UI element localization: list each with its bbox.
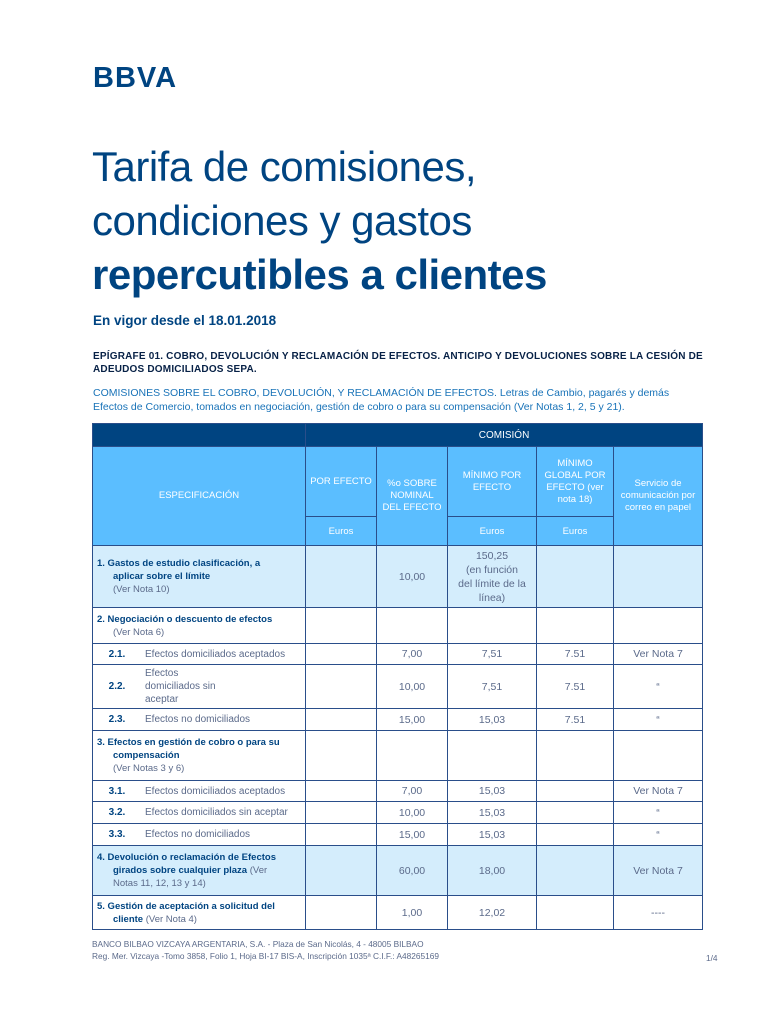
section-heading: EPÍGRAFE 01. COBRO, DEVOLUCIÓN Y RECLAMACIÓN DE EFECTOS. ANTICIPO Y DEVOLUCIONES SOBRE LA CESIÓN DE ADEUDOS DOMICILIADOS SEPA.: [93, 351, 703, 375]
row-label: [93, 896, 306, 930]
table-row: [93, 781, 703, 802]
row-label: [93, 608, 306, 644]
header-minimo-global: MÍNIMO GLOBAL POR EFECTO (ver nota 18): [537, 447, 614, 517]
sub-row-text: Efectos no domiciliados: [145, 829, 251, 840]
minimo-value: 7,51: [448, 665, 537, 709]
sub-row-label: [93, 665, 306, 709]
sub-row-number: 3.2.: [108, 807, 126, 818]
sub-row-number: 2.3.: [108, 714, 126, 725]
servicio-value: “: [614, 709, 703, 731]
header-servicio: Servicio de comunicación por correo en papel: [614, 447, 703, 546]
header-por-efecto: POR EFECTO: [306, 447, 377, 517]
sub-row-label: [93, 781, 306, 802]
table-header-row: [93, 447, 703, 517]
nominal-value: 60,00: [377, 846, 448, 896]
sub-row-text: Efectos domiciliados aceptados: [145, 785, 286, 797]
minimo-value: 150,25 (en función del límite de la línea): [448, 546, 537, 608]
servicio-value: ----: [614, 896, 703, 930]
table-row: [93, 824, 703, 846]
nominal-value: 10,00: [377, 546, 448, 608]
sub-row-label: [93, 824, 306, 846]
table-row: [93, 846, 703, 896]
section-description: COMISIONES SOBRE EL COBRO, DEVOLUCIÓN, Y RECLAMACIÓN DE EFECTOS. Letras de Cambio, pagarés y demás Efectos de Comercio, tomados en negociación, gestión de cobro o para su compensación (Ver Notas 1, 2, 5 y 21).: [93, 387, 670, 413]
minimo-value: 15,03: [448, 824, 537, 846]
header-sobre-nominal: %o SOBRE NOMINAL DEL EFECTO: [377, 447, 448, 546]
table-row: [93, 665, 703, 709]
row-note: (Ver Nota 10): [113, 584, 170, 595]
sub-row-number: 3.3.: [108, 829, 126, 840]
row-label-text: 4. Devolución o reclamación de Efectos: [97, 852, 276, 863]
table-header-comision: [93, 424, 703, 447]
sub-row-text: Efectos domiciliados sin aceptar: [145, 807, 288, 818]
table-row: [93, 896, 703, 930]
fees-table: [92, 423, 703, 930]
row-label: [93, 846, 306, 896]
row-label-text: 3. Efectos en gestión de cobro o para su: [97, 737, 280, 748]
nominal-value: 15,00: [377, 824, 448, 846]
table-row: [93, 802, 703, 824]
sub-row-label: [93, 802, 306, 824]
title-line-3: repercutibles a clientes: [92, 251, 547, 298]
minimo-value: 15,03: [448, 802, 537, 824]
row-note: Notas 11, 12, 13 y 14): [113, 878, 206, 889]
minimo-value: 15,03: [448, 781, 537, 802]
title-line-2: condiciones y gastos: [92, 197, 472, 244]
sub-row-label: [93, 709, 306, 731]
footer-address: BANCO BILBAO VIZCAYA ARGENTARIA, S.A. - Plaza de San Nicolás, 4 - 48005 BILBAO: [92, 939, 424, 949]
servicio-value: “: [614, 824, 703, 846]
page-title: [92, 140, 732, 302]
row-note: (Ver Nota 4): [145, 913, 197, 925]
row-note: (Ver: [249, 865, 268, 876]
global-value: 7.51: [537, 665, 614, 709]
sub-row-number: 2.2.: [108, 681, 126, 692]
row-label-text: 2. Negociación o descuento de efectos: [97, 613, 273, 625]
minimo-value: 15,03: [448, 709, 537, 731]
nominal-value: 7,00: [377, 781, 448, 802]
row-label-text: girados sobre cualquier plaza: [113, 865, 248, 876]
row-note: (Ver Nota 6): [113, 626, 165, 638]
row-label-text: cliente: [113, 913, 144, 925]
table-row: [93, 608, 703, 644]
nominal-value: 15,00: [377, 709, 448, 731]
sub-row-text: Efectos domiciliados aceptados: [145, 648, 286, 660]
row-label: [93, 546, 306, 608]
page-number: 1/4: [706, 953, 718, 963]
minimo-value: 18,00: [448, 846, 537, 896]
table-row: [93, 709, 703, 731]
footer-registry: Reg. Mer. Vizcaya -Tomo 3858, Folio 1, Hoja BI-17 BIS-A, Inscripción 1035ª C.I.F.: A48265169: [92, 951, 439, 961]
table-row: [93, 546, 703, 608]
subheader-euros: Euros: [306, 517, 377, 546]
servicio-value: Ver Nota 7: [614, 644, 703, 665]
nominal-value: 1,00: [377, 896, 448, 930]
table-row: [93, 731, 703, 781]
subheader-euros: Euros: [537, 517, 614, 546]
table-row: [93, 644, 703, 665]
row-label-text: compensación: [113, 750, 180, 761]
row-label-text: 1. Gastos de estudio clasificación, a: [97, 558, 261, 569]
sub-row-number: 2.1.: [108, 648, 126, 660]
minimo-value: 12,02: [448, 896, 537, 930]
title-line-1: Tarifa de comisiones,: [92, 143, 477, 190]
servicio-value: “: [614, 665, 703, 709]
row-label-text: aplicar sobre el límite: [113, 571, 211, 582]
servicio-value: “: [614, 802, 703, 824]
servicio-value: Ver Nota 7: [614, 846, 703, 896]
row-label-text: 5. Gestión de aceptación a solicitud del: [97, 900, 275, 912]
header-minimo-por-efecto: MÍNIMO POR EFECTO: [448, 447, 537, 517]
minimo-value: 7,51: [448, 644, 537, 665]
comision-header: COMISIÓN: [306, 424, 703, 447]
subheader-euros: Euros: [448, 517, 537, 546]
row-note: (Ver Notas 3 y 6): [113, 763, 185, 774]
effective-date: En vigor desde el 18.01.2018: [93, 313, 277, 328]
sub-row-text: Efectos domiciliados sin aceptar: [145, 668, 216, 705]
nominal-value: 7,00: [377, 644, 448, 665]
bbva-logo: BBVA: [93, 62, 178, 94]
sub-row-text: Efectos no domiciliados: [145, 714, 251, 725]
global-value: 7.51: [537, 709, 614, 731]
sub-row-number: 3.1.: [108, 785, 126, 797]
row-label: [93, 731, 306, 781]
nominal-value: 10,00: [377, 665, 448, 709]
header-especificacion: ESPECIFICACIÓN: [93, 447, 306, 546]
nominal-value: 10,00: [377, 802, 448, 824]
global-value: 7.51: [537, 644, 614, 665]
servicio-value: Ver Nota 7: [614, 781, 703, 802]
sub-row-label: [93, 644, 306, 665]
